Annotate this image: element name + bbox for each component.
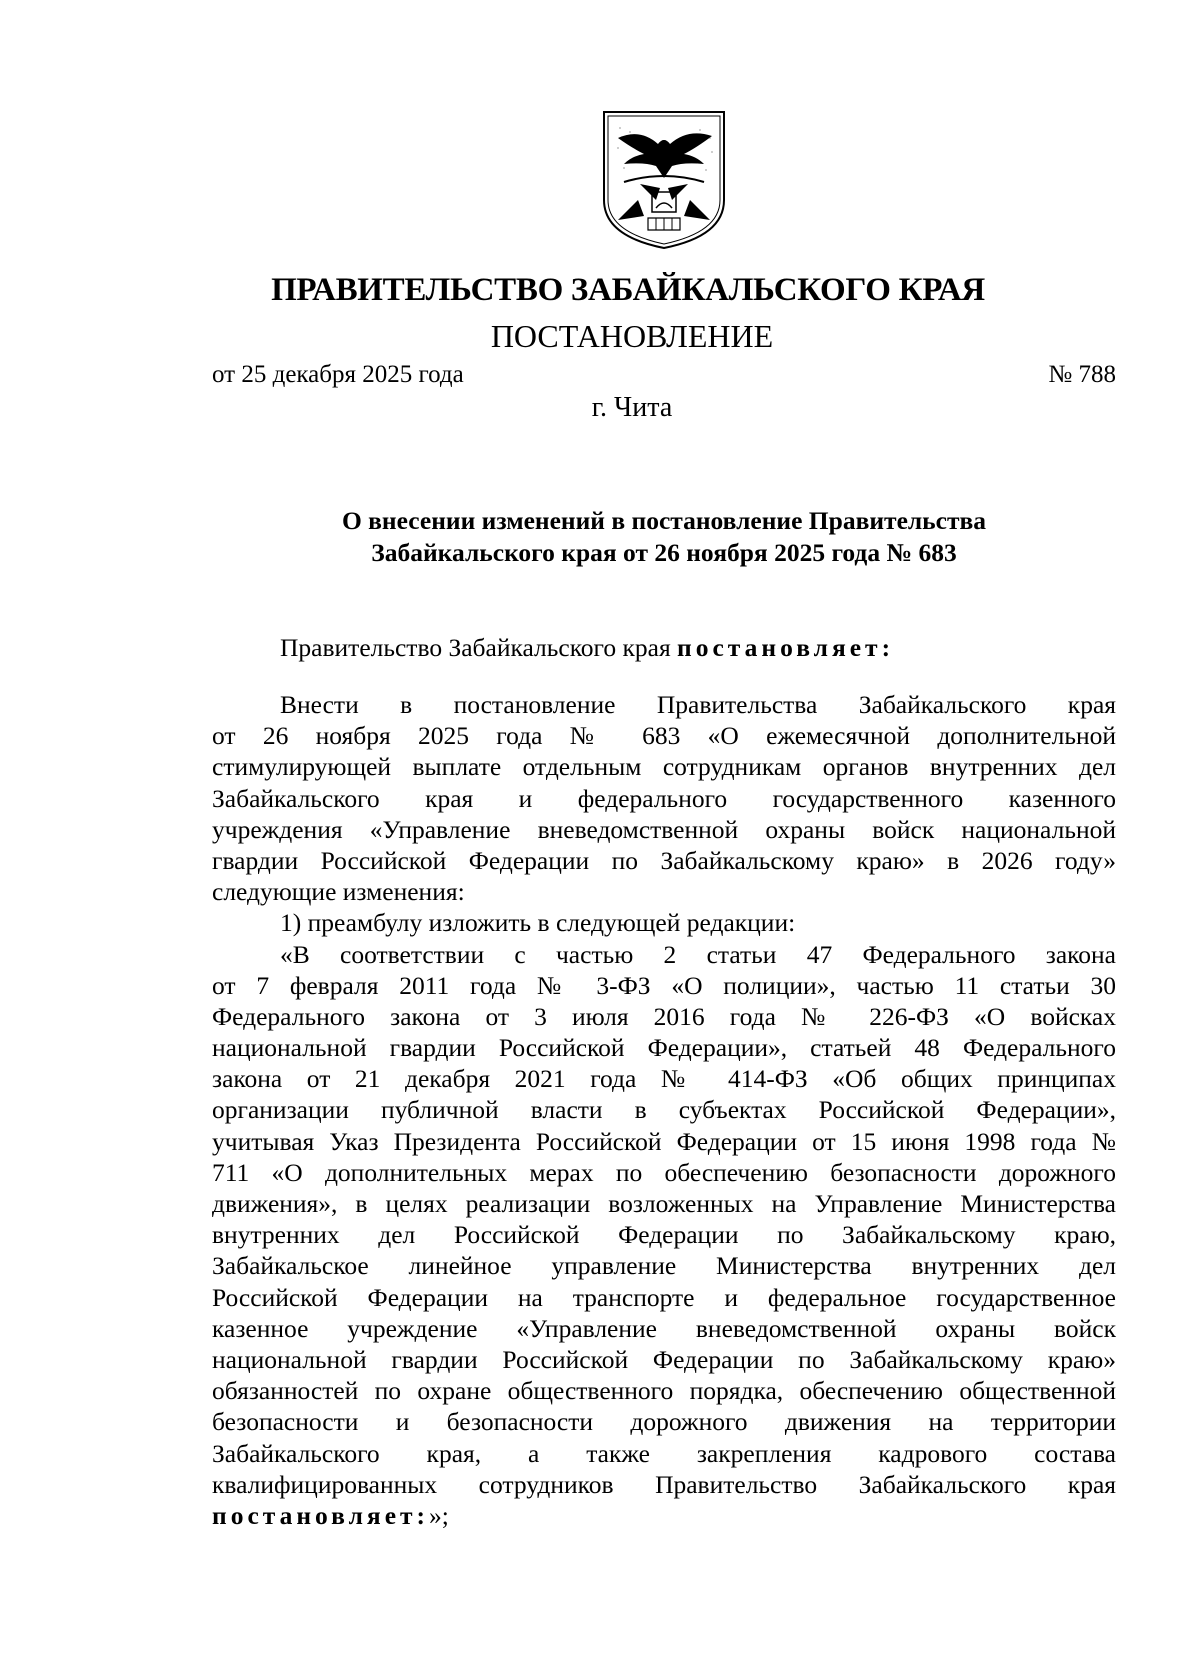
document-date: от 25 декабря 2025 года <box>212 361 464 388</box>
body-line: от 26 ноября 2025 года № 683 «О ежемесячной дополнительной <box>212 721 1116 751</box>
document-subject <box>212 505 1116 569</box>
body-line: гвардии Российской Федерации по Забайкальскому краю» в 2026 году» <box>212 845 1116 875</box>
body-line: следующие изменения: <box>212 877 465 907</box>
final-tail: »; <box>429 1500 449 1530</box>
subject-line: Забайкальского края от 26 ноября 2025 года № 683 <box>371 538 957 567</box>
subject-line: О внесении изменений в постановление Правительства <box>341 506 987 535</box>
body-line: казенное учреждение «Управление вневедомственной охраны войск <box>212 1313 1116 1343</box>
body-line: учитывая Указ Президента Российской Федерации от 15 июня 1998 года № <box>212 1126 1116 1156</box>
body-final-line <box>212 1500 1116 1531</box>
body-line: от 7 февраля 2011 года № 3-ФЗ «О полиции», частью 11 статьи 30 <box>212 970 1116 1000</box>
body-line: Российской Федерации на транспорте и федеральное государственное <box>212 1282 1116 1312</box>
body-line: «В соответствии с частью 2 статьи 47 Федерального закона <box>280 939 1116 969</box>
coat-of-arms-emblem <box>600 108 728 252</box>
intro-emphasis: постановляет: <box>677 633 895 662</box>
body-line: безопасности и безопасности дорожного движения на территории <box>212 1407 1116 1437</box>
body-line: 1) преамбулу изложить в следующей редакции: <box>280 908 796 938</box>
document-city: г. Чита <box>591 392 673 423</box>
final-emphasis: постановляет: <box>212 1500 430 1530</box>
body-line: Забайкальского края и федерального государственного казенного <box>212 783 1116 813</box>
body-line: внутренних дел Российской Федерации по Забайкальскому краю, <box>212 1220 1116 1250</box>
body-line: 711 «О дополнительных мерах по обеспечению безопасности дорожного <box>212 1157 1116 1187</box>
body-line: организации публичной власти в субъектах Российской Федерации», <box>212 1095 1116 1125</box>
body-line: закона от 21 декабря 2021 года № 414-ФЗ «Об общих принципах <box>212 1064 1116 1094</box>
organization-name: ПРАВИТЕЛЬСТВО ЗАБАЙКАЛЬСКОГО КРАЯ <box>271 272 985 308</box>
body-line: Федерального закона от 3 июля 2016 года № 226-ФЗ «О войсках <box>212 1001 1116 1031</box>
body-line: обязанностей по охране общественного порядка, обеспечению общественной <box>212 1376 1116 1406</box>
body-line: учреждения «Управление вневедомственной охраны войск национальной <box>212 814 1116 844</box>
body-line: Забайкальского края, а также закрепления кадрового состава <box>212 1438 1116 1468</box>
body-line: Внести в постановление Правительства Забайкальского края <box>280 690 1116 719</box>
resolution-intro <box>280 633 894 663</box>
body-line: Забайкальское линейное управление Министерства внутренних дел <box>212 1251 1116 1281</box>
body-line: стимулирующей выплате отдельным сотрудникам органов внутренних дел <box>212 752 1116 782</box>
body-line: национальной гвардии Российской Федерации», статьей 48 Федерального <box>212 1033 1116 1063</box>
intro-text: Правительство Забайкальского края <box>280 633 678 662</box>
document-type: ПОСТАНОВЛЕНИЕ <box>490 318 774 354</box>
document-number: № 788 <box>1048 361 1116 388</box>
body-line: движения», в целях реализации возложенных на Управление Министерства <box>212 1189 1116 1218</box>
document-body <box>212 689 1116 1531</box>
body-line: квалифицированных сотрудников Правительство Забайкальского края <box>212 1469 1116 1499</box>
body-line: национальной гвардии Российской Федерации по Забайкальскому краю» <box>212 1344 1116 1374</box>
